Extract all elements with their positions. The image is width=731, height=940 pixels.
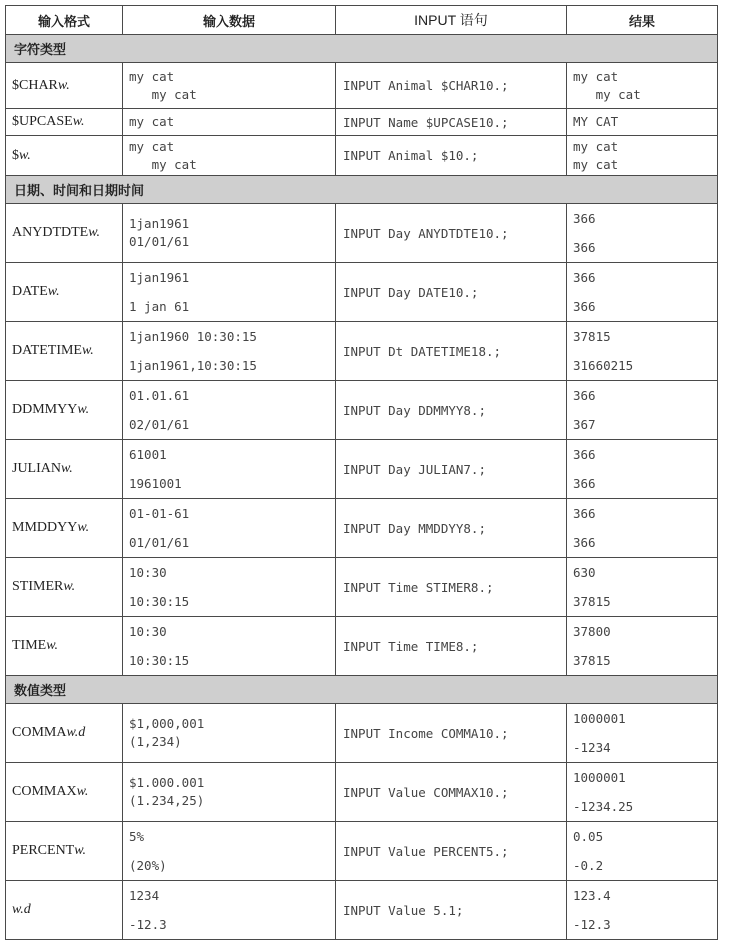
format-cell xyxy=(6,204,123,263)
format-cell xyxy=(6,63,123,109)
result-cell xyxy=(567,136,718,176)
result-value: 366 xyxy=(573,476,596,491)
result-cell xyxy=(567,322,718,381)
table-row xyxy=(6,322,718,381)
table-row xyxy=(6,109,718,136)
table-row xyxy=(6,136,718,176)
format-width: w. xyxy=(77,520,90,535)
result-cell xyxy=(567,499,718,558)
input-data-value: 61001 xyxy=(129,447,167,462)
input-data-cell xyxy=(123,381,336,440)
result-value: -1234.25 xyxy=(573,799,634,814)
format-name: COMMAX xyxy=(12,784,77,799)
input-data-value: 1 jan 61 xyxy=(129,299,190,314)
input-statement-cell: INPUT Value PERCENT5.; xyxy=(336,822,567,881)
format-cell xyxy=(6,440,123,499)
input-data-value: 01/01/61 xyxy=(129,234,190,249)
result-cell xyxy=(567,109,718,136)
table-body xyxy=(6,35,718,940)
input-statement-cell: INPUT Income COMMA10.; xyxy=(336,704,567,763)
input-data-value: 01.01.61 xyxy=(129,388,190,403)
input-data-value: 1jan1961 xyxy=(129,270,190,285)
result-value: 630 xyxy=(573,565,596,580)
result-value: 37815 xyxy=(573,329,611,344)
input-data-value: my cat xyxy=(129,156,197,172)
result-value: 37815 xyxy=(573,653,611,668)
input-statement-cell: INPUT Day DDMMYY8.; xyxy=(336,381,567,440)
input-statement-cell: INPUT Animal $10.; xyxy=(336,136,567,176)
result-value: 366 xyxy=(573,299,596,314)
format-name: STIMER xyxy=(12,579,64,594)
table-header xyxy=(6,6,718,35)
input-data-value: 1961001 xyxy=(129,476,182,491)
format-width: w. xyxy=(61,461,73,476)
format-name: PERCENT xyxy=(12,843,75,858)
format-width: w. xyxy=(57,77,70,93)
result-value: 366 xyxy=(573,211,596,226)
sas-informat-table xyxy=(5,5,718,940)
input-statement-cell: INPUT Day DATE10.; xyxy=(336,263,567,322)
result-cell xyxy=(567,763,718,822)
result-cell xyxy=(567,617,718,676)
input-data-value: 1jan1960 10:30:15 xyxy=(129,329,257,344)
table-row xyxy=(6,440,718,499)
input-statement-cell: INPUT Time STIMER8.; xyxy=(336,558,567,617)
format-cell xyxy=(6,263,123,322)
table-row xyxy=(6,499,718,558)
input-statement-cell: INPUT Value COMMAX10.; xyxy=(336,763,567,822)
format-cell xyxy=(6,322,123,381)
result-value: 123.4 xyxy=(573,888,611,903)
result-cell xyxy=(567,440,718,499)
input-data-value: (1,234) xyxy=(129,734,182,749)
result-value: my cat xyxy=(573,68,619,84)
result-value: 367 xyxy=(573,417,596,432)
format-cell xyxy=(6,136,123,176)
input-statement-cell: INPUT Name $UPCASE10.; xyxy=(336,109,567,136)
input-statement-cell: INPUT Dt DATETIME18.; xyxy=(336,322,567,381)
result-value: 366 xyxy=(573,270,596,285)
format-cell xyxy=(6,704,123,763)
format-width: w. xyxy=(82,343,94,358)
table-row xyxy=(6,617,718,676)
result-value: MY CAT xyxy=(573,114,619,129)
input-data-cell xyxy=(123,63,336,109)
section-title: 数值类型 xyxy=(6,676,718,704)
result-value: 31660215 xyxy=(573,358,634,373)
result-value: 1000001 xyxy=(573,770,626,785)
result-value: 366 xyxy=(573,388,596,403)
format-name: TIME xyxy=(12,638,47,653)
input-data-value: my cat xyxy=(129,138,175,154)
header-result: 结果 xyxy=(567,6,718,35)
input-data-value: 10:30:15 xyxy=(129,653,190,668)
input-data-cell xyxy=(123,617,336,676)
result-value: my cat xyxy=(573,86,641,102)
format-name: MMDDYY xyxy=(12,520,78,535)
table-row xyxy=(6,704,718,763)
table-row xyxy=(6,763,718,822)
section-title: 字符类型 xyxy=(6,35,718,63)
result-cell xyxy=(567,204,718,263)
result-value: -1234 xyxy=(573,740,611,755)
section-row xyxy=(6,676,718,704)
header-input-statement: INPUT 语句 xyxy=(336,6,567,35)
format-cell xyxy=(6,822,123,881)
format-cell xyxy=(6,109,123,136)
format-width: w. xyxy=(76,784,89,799)
input-data-cell xyxy=(123,558,336,617)
format-width: w. xyxy=(19,147,31,163)
input-data-cell xyxy=(123,109,336,136)
result-value: 366 xyxy=(573,506,596,521)
format-name: $UPCASE xyxy=(12,114,73,129)
input-data-cell xyxy=(123,881,336,940)
result-value: my cat xyxy=(573,138,619,154)
input-data-value: $1,000,001 xyxy=(129,716,205,731)
input-data-value: 1234 xyxy=(129,888,160,903)
format-name: DATE xyxy=(12,284,48,299)
format-cell xyxy=(6,617,123,676)
format-width: w. xyxy=(46,638,59,653)
result-cell xyxy=(567,381,718,440)
result-value: -12.3 xyxy=(573,917,611,932)
table-row xyxy=(6,204,718,263)
format-name: COMMA xyxy=(12,725,67,740)
header-input-data: 输入数据 xyxy=(123,6,336,35)
input-data-value: 10:30 xyxy=(129,624,167,639)
result-value: 366 xyxy=(573,535,596,550)
format-width: w. xyxy=(77,402,90,417)
result-value: 366 xyxy=(573,447,596,462)
format-name: $ xyxy=(12,147,19,163)
table-row xyxy=(6,63,718,109)
result-value: 37800 xyxy=(573,624,611,639)
input-data-value: (1.234,25) xyxy=(129,793,205,808)
format-width: w. xyxy=(88,225,101,240)
format-cell xyxy=(6,881,123,940)
format-width: w. xyxy=(63,579,76,594)
input-data-value: 10:30:15 xyxy=(129,594,190,609)
header-input-format: 输入格式 xyxy=(6,6,123,35)
input-data-value: 01/01/61 xyxy=(129,535,190,550)
input-data-cell xyxy=(123,499,336,558)
input-data-value: -12.3 xyxy=(129,917,167,932)
result-value: my cat xyxy=(573,156,619,172)
input-data-value: 10:30 xyxy=(129,565,167,580)
result-cell xyxy=(567,704,718,763)
input-data-value: (20%) xyxy=(129,858,167,873)
table-row xyxy=(6,263,718,322)
input-data-cell xyxy=(123,322,336,381)
section-row xyxy=(6,176,718,204)
input-statement-cell: INPUT Animal $CHAR10.; xyxy=(336,63,567,109)
input-data-value: 02/01/61 xyxy=(129,417,190,432)
input-data-cell xyxy=(123,204,336,263)
input-data-value: 1jan1961 xyxy=(129,216,190,231)
input-data-value: my cat xyxy=(129,114,175,129)
input-data-cell xyxy=(123,263,336,322)
result-value: 1000001 xyxy=(573,711,626,726)
result-cell xyxy=(567,63,718,109)
input-data-cell xyxy=(123,704,336,763)
table-row xyxy=(6,558,718,617)
input-statement-cell: INPUT Time TIME8.; xyxy=(336,617,567,676)
input-data-value: 1jan1961,10:30:15 xyxy=(129,358,257,373)
result-value: 37815 xyxy=(573,594,611,609)
format-width: w.d xyxy=(66,725,86,740)
format-cell xyxy=(6,381,123,440)
format-name: JULIAN xyxy=(12,461,61,476)
table-row xyxy=(6,881,718,940)
format-width: w. xyxy=(47,284,60,299)
result-cell xyxy=(567,881,718,940)
table-row xyxy=(6,822,718,881)
format-width: w. xyxy=(74,843,87,858)
format-width: w.d xyxy=(12,902,31,917)
input-data-value: my cat xyxy=(129,68,175,84)
format-name: ANYDTDTE xyxy=(12,225,89,240)
result-cell xyxy=(567,822,718,881)
input-data-cell xyxy=(123,440,336,499)
input-data-value: $1.000.001 xyxy=(129,775,205,790)
input-statement-cell: INPUT Day JULIAN7.; xyxy=(336,440,567,499)
format-cell xyxy=(6,499,123,558)
format-name: DDMMYY xyxy=(12,402,78,417)
section-title: 日期、时间和日期时间 xyxy=(6,176,718,204)
input-statement-cell: INPUT Day ANYDTDTE10.; xyxy=(336,204,567,263)
table-row xyxy=(6,381,718,440)
result-value: -0.2 xyxy=(573,858,604,873)
result-cell xyxy=(567,558,718,617)
result-value: 0.05 xyxy=(573,829,604,844)
format-name: DATETIME xyxy=(12,343,82,358)
input-data-cell xyxy=(123,822,336,881)
input-data-value: my cat xyxy=(129,86,197,102)
result-cell xyxy=(567,263,718,322)
format-width: w. xyxy=(72,114,85,129)
input-data-cell xyxy=(123,136,336,176)
input-statement-cell: INPUT Value 5.1; xyxy=(336,881,567,940)
format-cell xyxy=(6,763,123,822)
input-data-value: 5% xyxy=(129,829,145,844)
input-data-cell xyxy=(123,763,336,822)
format-cell xyxy=(6,558,123,617)
format-name: $CHAR xyxy=(12,77,58,93)
section-row xyxy=(6,35,718,63)
result-value: 366 xyxy=(573,240,596,255)
input-data-value: 01-01-61 xyxy=(129,506,190,521)
input-statement-cell: INPUT Day MMDDYY8.; xyxy=(336,499,567,558)
